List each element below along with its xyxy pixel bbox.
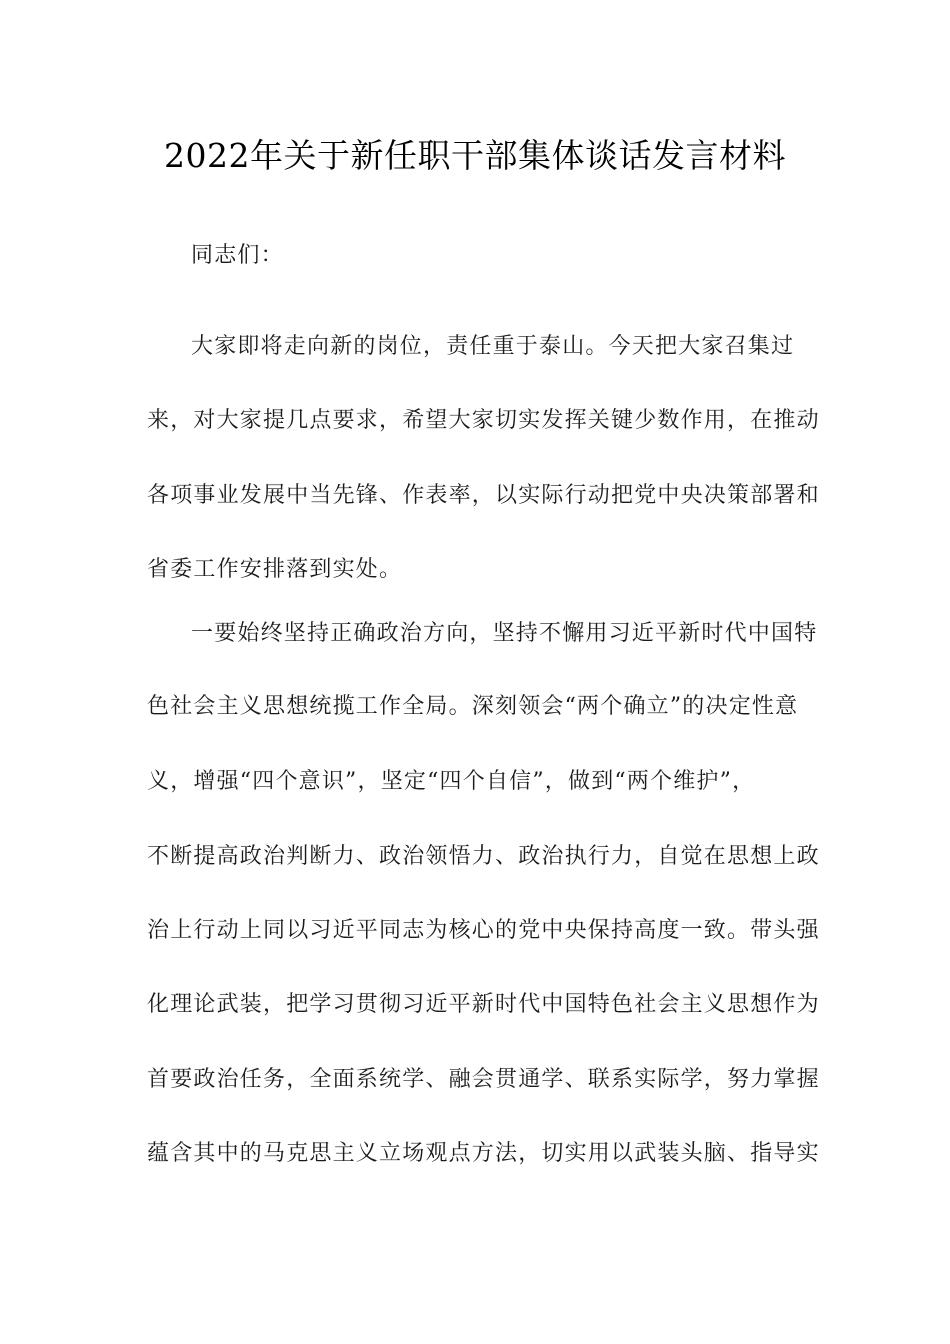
paragraph-line: 一要始终坚持正确政治方向，坚持不懈用习近平新时代中国特 bbox=[191, 621, 818, 646]
paragraph-line: 义，增强“四个意识”，坚定“四个自信”，做到“两个维护”， bbox=[147, 769, 756, 794]
paragraph-line: 首要政治任务，全面系统学、融会贯通学、联系实际学，努力掌握 bbox=[147, 1067, 820, 1092]
paragraph-line: 不断提高政治判断力、政治领悟力、政治执行力，自觉在思想上政 bbox=[147, 844, 820, 869]
document-title: 2022年关于新任职干部集体谈话发言材料 bbox=[164, 136, 786, 175]
paragraph-line: 治上行动上同以习近平同志为核心的党中央保持高度一致。带头强 bbox=[147, 918, 820, 943]
paragraph-line: 大家即将走向新的岗位，责任重于泰山。今天把大家召集过 bbox=[191, 334, 795, 359]
paragraph-line: 来，对大家提几点要求，希望大家切实发挥关键少数作用，在推动 bbox=[147, 408, 820, 433]
paragraph-line: 蕴含其中的马克思主义立场观点方法，切实用以武装头脑、指导实 bbox=[147, 1141, 820, 1166]
paragraph-line: 色社会主义思想统揽工作全局。深刻领会“两个确立”的决定性意 bbox=[147, 694, 799, 719]
salutation-line: 同志们： bbox=[191, 243, 284, 268]
paragraph-line: 省委工作安排落到实处。 bbox=[147, 557, 403, 582]
paragraph-line: 各项事业发展中当先锋、作表率，以实际行动把党中央决策部署和 bbox=[147, 483, 820, 508]
paragraph-line: 化理论武装，把学习贯彻习近平新时代中国特色社会主义思想作为 bbox=[147, 992, 820, 1017]
